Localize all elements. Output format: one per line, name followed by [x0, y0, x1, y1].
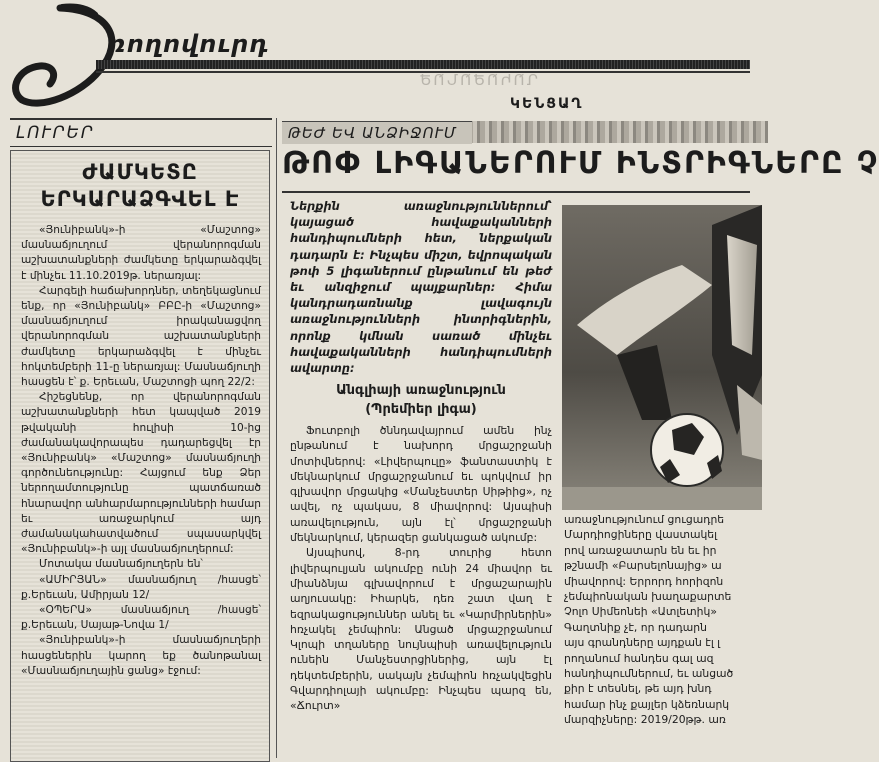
side-line: չեմպիոնական խաղաքարտե — [564, 590, 732, 604]
news-paragraph: Հարգելի հաճախորդներ, տեղեկացնում ենք, որ «Յունիբանկ» ԲԲԸ-ի «Մաշտոց» մասնաճյուղում իրականացվող վերանորոգման աշխատանքների ժամկետը երկարաձգվել է մինչեւ հոկտեմբերի 11-ը ներառյալ: Մասնաճյուղի հասցեն է՝ ք. Երեւան, Մաշտոցի պող 22/2: — [21, 284, 261, 389]
news-article-text — [21, 223, 261, 679]
header-rule — [96, 60, 750, 69]
side-line: Չոլո Սիմեոնեի «Ատլետիկ» — [564, 605, 717, 619]
article-body — [290, 423, 552, 714]
news-paragraph: Հիշեցնենք, որ վերանորոգման աշխատանքների հետ կապված 2019 թվականի հուլիսի 10-ից ժամանակավորապես դադարեցվել էր «Յունիբանկ» «Մաշտոց» մասնաճյուղի գործունեությունը: Հայցում ենք Ձեր ներողամտությունը պատճառած հնարավոր անհարմարությունների համար եւ առաջարկում այդ ժամանակահատվածում սպասարկվել «Յունիբանկ»-ի այլ մասնաճյուղերում: — [21, 391, 261, 556]
article-side-column — [564, 512, 764, 728]
section-name: ռողովուրդ — [108, 30, 270, 58]
side-line: Մարդիոցիները վաստակել — [564, 528, 718, 542]
news-title-line: ԺԱՄԿԵՏԸ — [82, 160, 198, 184]
article-subtitle — [290, 381, 552, 419]
header-bleed-text: ՔԱՂԱՔԱԿԱՆ — [420, 70, 540, 88]
news-title-line: ԵՐԿԱՐԱՁԳՎԵԼ Է — [40, 187, 240, 211]
news-article-title — [11, 159, 269, 213]
side-line: թշնամի «Բարսելոնայից» ա — [564, 559, 722, 573]
column-divider — [276, 118, 277, 758]
football-player-photo — [562, 205, 762, 510]
side-line: մարզիչները: 2019/20թթ. առ — [564, 713, 726, 727]
side-line: միավորով: Երրորդ հորիզոն — [564, 574, 724, 588]
side-line: րով առաջատարն են եւ իր — [564, 543, 717, 557]
article-rubric-label: ԹԵԺ ԵՎ ԱՆՁԻՋՈՒՄ — [288, 124, 457, 142]
stadium-crowd-strip — [468, 121, 768, 143]
article-rubric — [282, 121, 472, 144]
newspaper-name: ԿԵՆՑԱՂ — [510, 96, 584, 112]
news-article-box — [10, 150, 270, 762]
subtitle-line: (Պրեմիեր լիգա) — [365, 402, 477, 417]
side-line: առաջնությունում ցուցադրե — [564, 513, 725, 526]
side-line: րողանում հանդես գալ ազ — [564, 651, 714, 665]
side-line: քիր է տեսնել, թե այդ խնդ — [564, 682, 712, 696]
news-paragraph: Մոտակա մասնաճյուղերն են՝ — [39, 558, 203, 571]
news-column-tag — [10, 118, 272, 147]
article-paragraph: Ֆուտբոլի ծննդավայրում ամեն ինչ ընթանում է նախորդ մրցաշրջանի մոտիվներով: «Լիվերպուլը» ֆանտաստիկ է մեկնարկում մրցաշրջանում եւ պոկվում իր գլխավոր մրցակից «Մանչեստեր Սիթիից», ոչ ավել, ոչ պակաս, 8 միավորով: Այսպիսի առավելություն, այն էլ՝ մրցաշրջանի մեկնարկում, կերազեր ցանկացած ակումբ: — [290, 424, 552, 545]
side-line: այս գրանդները այդքան էլ լ — [564, 636, 721, 650]
article-headline: ԹՈՓ ԼԻԳԱՆԵՐՈՒՄ ԻՆՏՐԻԳՆԵՐԸ Չ — [282, 146, 879, 181]
news-paragraph: «Յունիբանկ»-ի «Մաշտոց» մասնաճյուղում վերանորոգման աշխատանքների ժամկետը երկարաձգվել է մինչեւ 11.10.2019թ. ներառյալ: — [21, 224, 261, 282]
news-paragraph: «ՕՊԵՐԱ» մասնաճյուղ /հասցե՝ ք.Երեւան, Սայաթ-Նովա 1/ — [21, 604, 261, 632]
side-line: համար ինչ քայլեր կձեռնարկ — [564, 697, 730, 711]
news-paragraph: «ԱՄԻՐՅԱՆ» մասնաճյուղ /հասցե՝ ք.Երեւան, Ամիրյան 12/ — [21, 573, 261, 601]
news-tag-label: ԼՈՒՐԵՐ — [16, 123, 95, 143]
news-paragraph: «Յունիբանկ»-ի մասնաճյուղերի հասցեներին կարող եք ծանոթանալ «Մասնաճյուղային ցանց» էջում: — [21, 634, 261, 677]
side-line: Գաղտնիք չէ, որ դադարն — [564, 620, 707, 634]
subtitle-line: Անգլիայի առաջնություն — [336, 383, 506, 398]
side-line: հանդիպումներում, եւ անցած — [564, 667, 734, 681]
article-lead: Ներքին առաջնություններում՝ կայացած հավաքականների հանդիպումների հետ, ներքական դադարն է: Ինչպես միշտ, եվրոպական թոփ 5 լիգաներում ընթանում են թեժ եւ անզիջում պայքարներ: Հիմա կանդրադառնանք լավագույն առաջնությունների ինտրիգներին, որոնք կմնան սառած մինչեւ հավաքականների հանդիպումների ավարտը: — [290, 199, 552, 376]
headline-rule — [282, 191, 750, 193]
article-paragraph: Այսպիսով, 8-րդ տուրից հետո լիվերպուլյան ակումբը ունի 24 միավոր եւ միանձնյա գլխավորում է մրցաշարային աղյուսակը: Իհարկե, դեռ շատ վաղ է եզրակացություններ անել եւ «Կարմիրներին» հռչակել չեմպիոն: Անցած մրցաշրջանում Կլոպի տղաները նույնպիսի առավելություն ունեին Մանչեստրցիներից, այն էլ դեկտեմբերին, սակայն չեմպիոն հռչակվեցին Գվարդիոլայի ակումբը: Ինչպես պարզ են, «Ճուրտ» — [290, 546, 552, 713]
